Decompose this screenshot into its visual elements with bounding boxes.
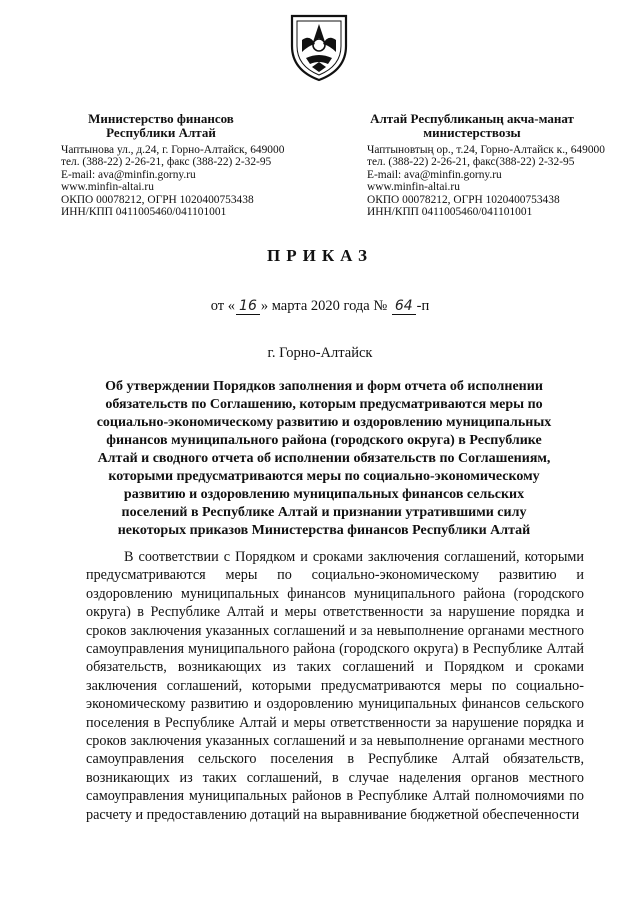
order-day-handwritten: 16 (236, 298, 260, 315)
contact-line: ИНН/КПП 0411005460/041101001 (367, 206, 533, 219)
order-prefix: от « (210, 298, 236, 314)
contact-line: тел. (388-22) 2-26-21, факс(388-22) 2-32-95 (367, 156, 575, 169)
city-line: г. Горно-Алтайск (267, 345, 373, 361)
contact-line: ОКПО 00078212, ОГРН 1020400753438 (61, 193, 254, 206)
contact-line: E-mail: ava@minfin.gorny.ru (61, 168, 196, 181)
contact-line: ОКПО 00078212, ОГРН 1020400753438 (367, 193, 560, 206)
document-type-heading: ПРИКАЗ (267, 246, 373, 265)
order-month-year: » марта 2020 года № (260, 298, 388, 314)
contact-line: ИНН/КПП 0411005460/041101001 (61, 206, 227, 219)
order-number-handwritten: 64 (392, 298, 416, 315)
contact-line: www.minfin-altai.ru (61, 181, 154, 194)
document-title: Об утверждении Порядков заполнения и форм отчета об исполнении обязательств по Соглашению, которым предусматриваются меры по социально-экономическому развитию и оздоровлению муниципальных финансов муниципального района (городского округа) в Республике Алтай и сводного отчета об исполнении обязательств по Соглашениям, которыми предусматриваются меры по социально-экономическому развитию и оздоровлению муниципальных финансов сельских поселений в Республике Алтай и признании утратившими силу некоторых приказов Министерства финансов Республики Алтай (96, 379, 552, 538)
contact-line: Чаптыновтың ор., т.24, Горно-Алтайск к., 649000 (367, 144, 605, 156)
contact-line: Чаптынова ул., д.24, г. Горно-Алтайск, 649000 (61, 144, 285, 156)
ministry-contacts (61, 144, 331, 218)
body-paragraph: В соответствии с Порядком и сроками заключения соглашений, которыми предусматриваются меры по социально-экономическому развитию и оздоровлению муниципальных финансов муниципального района (городского округа) в Республике Алтай и меры ответственности за нарушение порядка и сроков заключения указанных соглашений и за невыполнение органами местного самоуправления муниципального района (городского округа) в Республике Алтай обязательств, возникающих из таких соглашений и Порядком и сроками заключения соглашений, которыми предусматриваются меры по социально-экономическому развитию и оздоровлению муниципальных финансов сельского поселения в Республике Алтай и меры ответственности за нарушение порядка и сроков заключения указанных соглашений и за невыполнение органами местного самоуправления сельского поселения в Республике Алтай обязательств, возникающих из таких соглашений, в случае наделения органов местного самоуправления муниципальных районов в Республике Алтай полномочиями по расчету и предоставлению дотаций на выравнивание бюджетной обеспеченности (86, 549, 584, 823)
order-suffix: -п (416, 298, 430, 314)
contact-line: E-mail: ava@minfin.gorny.ru (367, 168, 502, 181)
contact-line: www.minfin-altai.ru (367, 181, 460, 194)
order-date-number (0, 298, 640, 315)
contact-line: тел. (388-22) 2-26-21, факс (388-22) 2-32-95 (61, 156, 272, 169)
ministry-name: Алтай Республиканың акча-манат министерствозы (370, 111, 574, 140)
ministry-header-altai (367, 112, 637, 218)
ministry-contacts (367, 144, 637, 218)
ministry-header-russian (61, 112, 331, 218)
coat-of-arms-emblem (288, 12, 350, 82)
ministry-name: Министерство финансов Республики Алтай (88, 111, 234, 140)
